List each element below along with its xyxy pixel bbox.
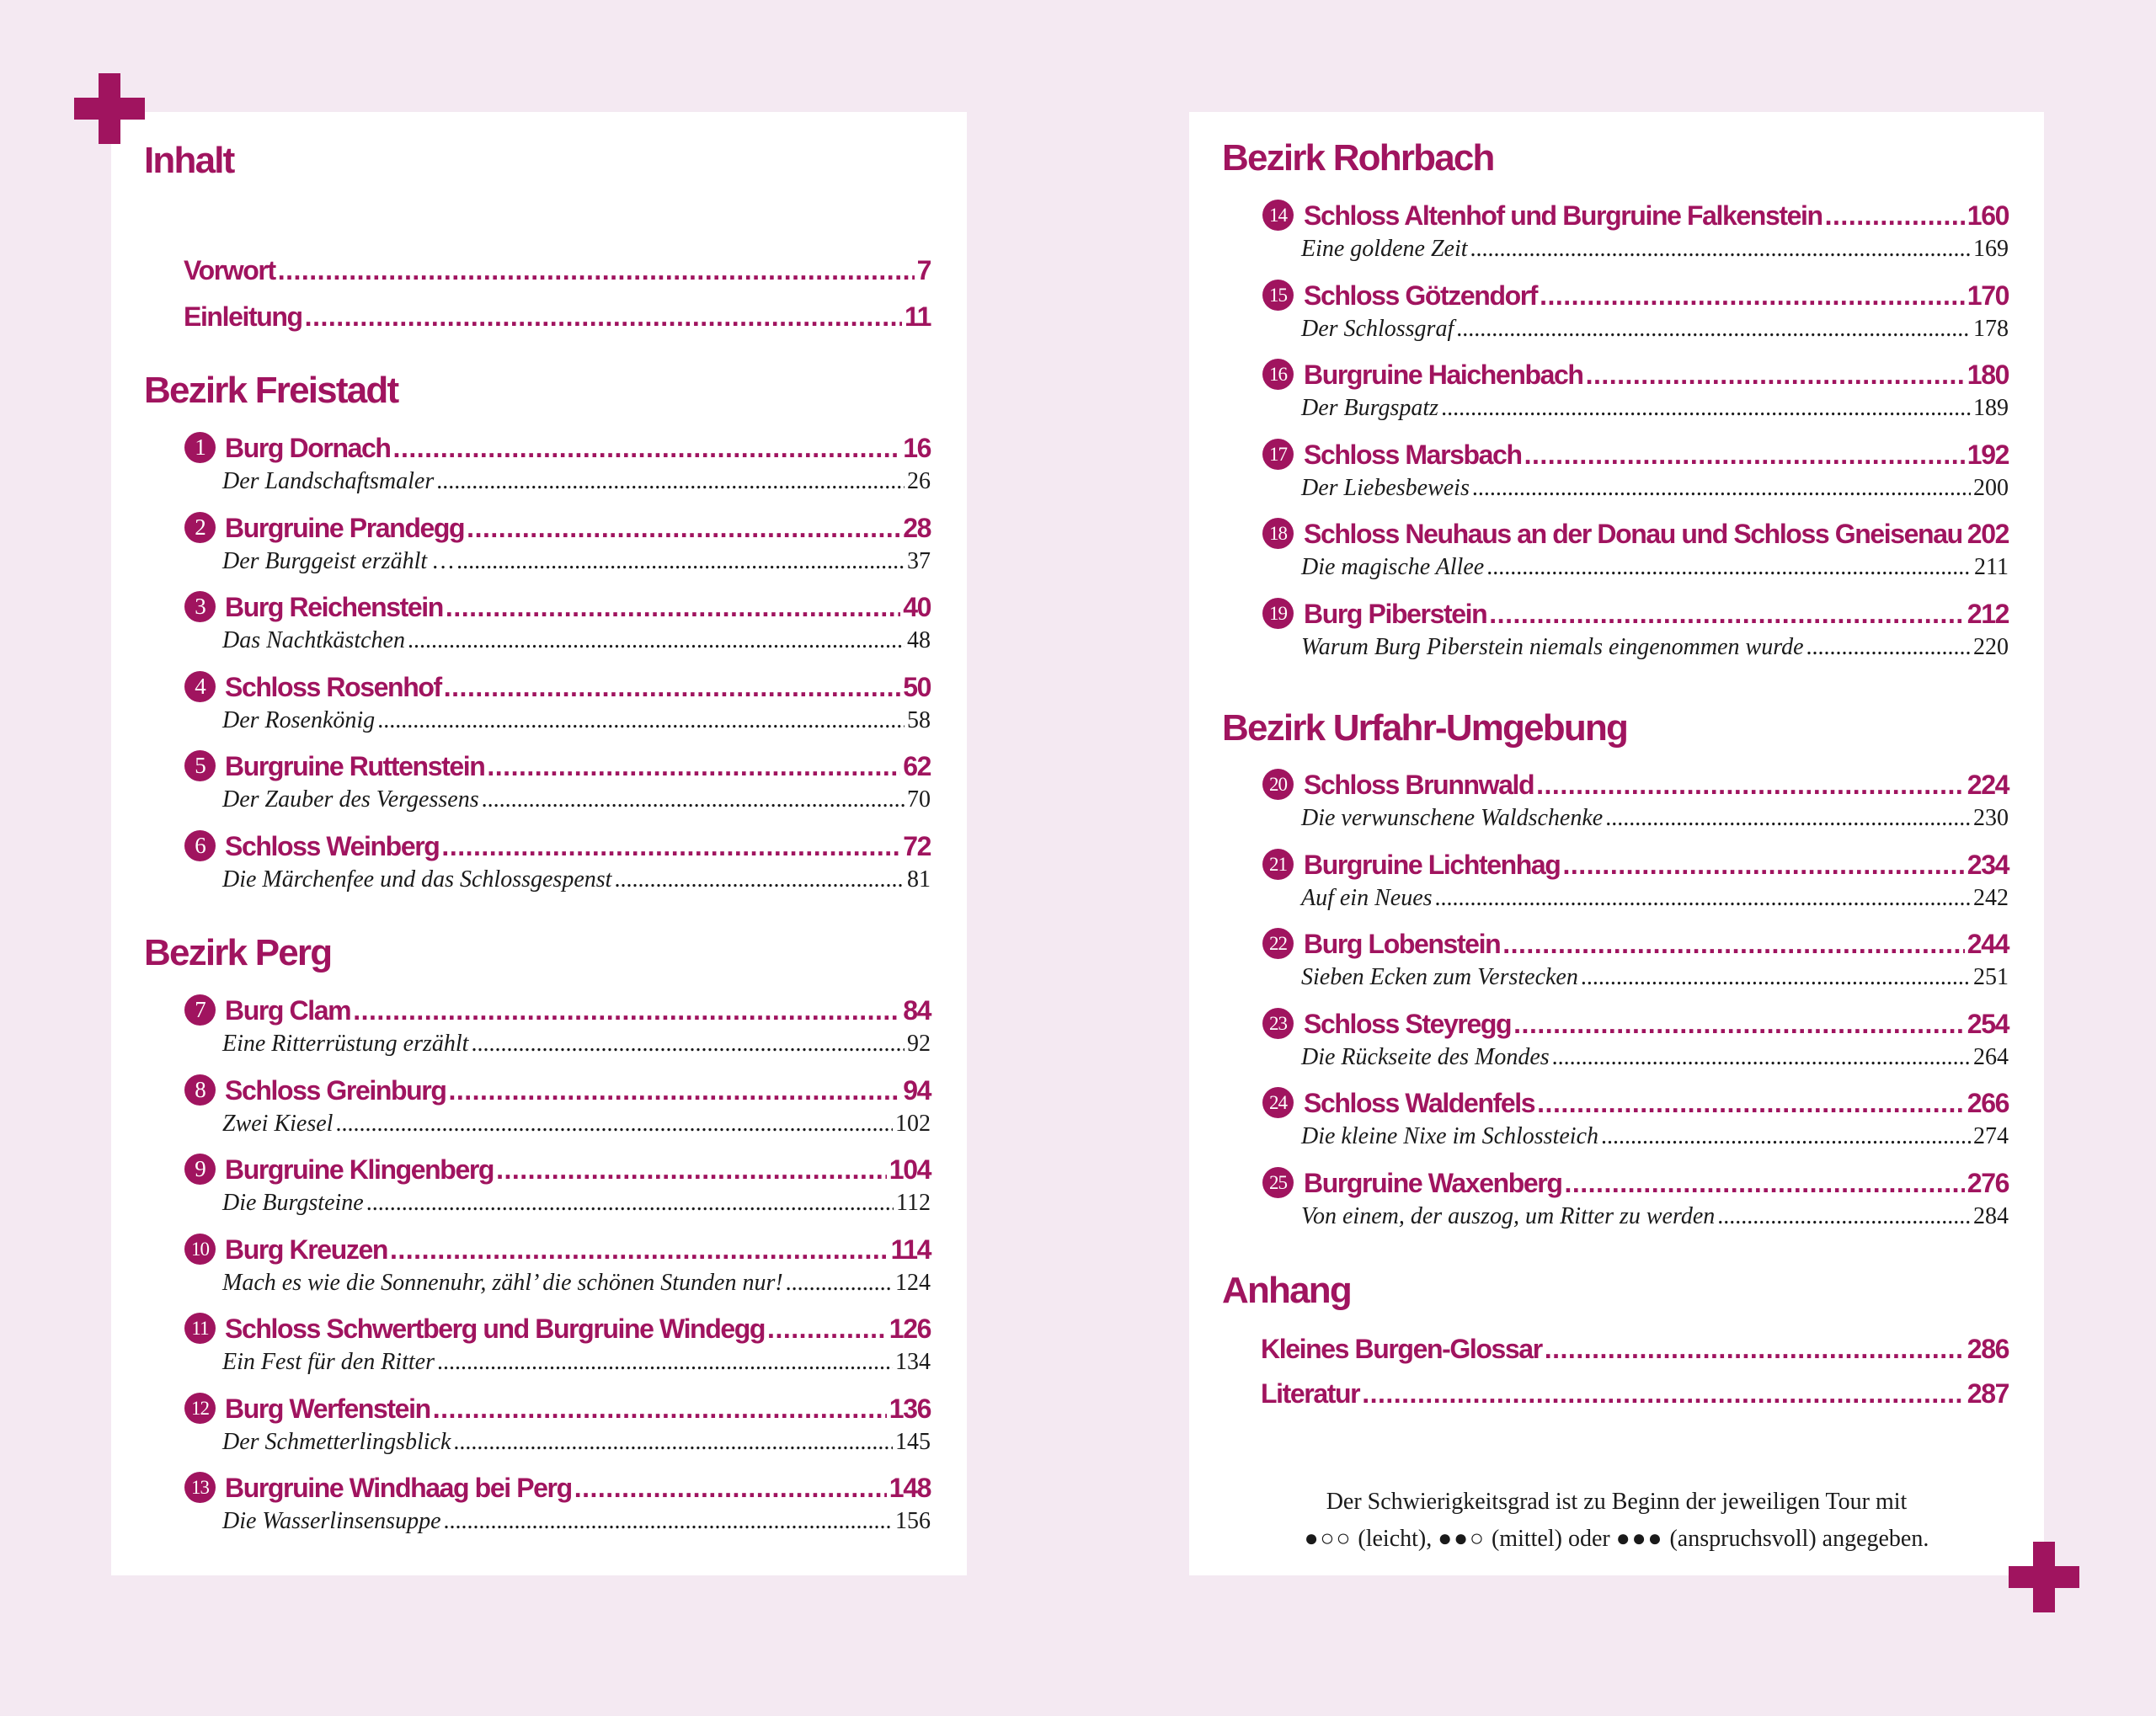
tour-number-badge: 14: [1262, 200, 1294, 231]
story-entry[interactable]: [222, 1268, 931, 1298]
tour-number-badge: 3: [184, 591, 216, 622]
dot-leader: [448, 1074, 900, 1107]
dot-leader: [1537, 1086, 1965, 1120]
toc-entry[interactable]: [1304, 358, 2009, 392]
story-title: Der Landschaftsmaler: [222, 468, 435, 494]
dot-leader: [366, 1188, 894, 1218]
toc-entry[interactable]: [225, 749, 931, 783]
toc-entry[interactable]: [225, 1392, 931, 1426]
story-title: Der Zauber des Vergessens: [222, 786, 479, 813]
entry-title: Schloss Götzendorf: [1304, 280, 1538, 311]
story-title: Der Schmetterlingsblick: [222, 1429, 451, 1455]
story-entry[interactable]: [222, 785, 931, 815]
story-entry[interactable]: [222, 706, 931, 736]
section-title-freistadt: Bezirk Freistadt: [144, 370, 398, 411]
difficulty-easy-icon: ●○○: [1304, 1526, 1353, 1552]
entry-page: 84: [903, 995, 931, 1026]
toc-entry[interactable]: [1304, 927, 2009, 961]
dot-leader: [786, 1268, 893, 1298]
dot-leader: [574, 1471, 887, 1505]
dot-leader: [278, 253, 915, 287]
tour-number-badge: 15: [1262, 280, 1294, 311]
entry-page: 11: [904, 301, 931, 332]
entry-title: Burg Reichenstein: [225, 592, 443, 622]
tour-number-badge: 21: [1262, 849, 1294, 880]
entry-title: Schloss Greinburg: [225, 1075, 446, 1106]
story-page: 211: [1974, 554, 2009, 580]
dot-leader: [390, 1233, 889, 1266]
difficulty-hard-icon: ●●●: [1615, 1526, 1664, 1552]
story-page: 189: [1973, 395, 2009, 421]
story-page: 26: [907, 468, 931, 494]
entry-title: Schloss Schwertberg und Burgruine Windegg: [225, 1314, 766, 1344]
dot-leader: [1586, 358, 1965, 392]
story-title: Die kleine Nixe im Schlossteich: [1301, 1123, 1598, 1149]
dot-leader: [437, 1347, 893, 1378]
story-entry[interactable]: [1301, 314, 2009, 344]
story-entry[interactable]: [222, 1427, 931, 1458]
entry-page: 180: [1967, 360, 2009, 390]
story-page: 220: [1973, 634, 2009, 660]
dot-leader: [1435, 883, 1971, 914]
story-page: 230: [1973, 805, 2009, 831]
toc-entry[interactable]: [1304, 597, 2009, 631]
story-page: 37: [907, 548, 931, 574]
toc-entry[interactable]: [1304, 1086, 2009, 1120]
toc-entry[interactable]: [225, 1074, 931, 1107]
dot-leader: [377, 706, 905, 736]
story-page: 112: [896, 1190, 931, 1216]
entry-page: 94: [903, 1075, 931, 1106]
tour-number-badge: 8: [184, 1074, 216, 1106]
entry-title: Burgruine Klingenberg: [225, 1154, 494, 1185]
entry-title: Kleines Burgen-Glossar: [1261, 1334, 1542, 1364]
section-title-rohrbach: Bezirk Rohrbach: [1222, 137, 1494, 179]
toc-entry[interactable]: [1304, 848, 2009, 882]
story-entry[interactable]: [222, 466, 931, 497]
dot-leader: [1605, 803, 1971, 834]
story-page: 48: [907, 627, 931, 653]
toc-entry[interactable]: [225, 431, 931, 465]
story-page: 70: [907, 786, 931, 813]
story-entry[interactable]: [222, 1188, 931, 1218]
tour-number-badge: 6: [184, 830, 216, 861]
entry-title: Vorwort: [184, 255, 275, 285]
story-entry[interactable]: [222, 1506, 931, 1537]
dot-leader: [1489, 597, 1965, 631]
entry-page: 234: [1967, 850, 2009, 880]
story-page: 251: [1973, 964, 2009, 990]
entry-page: 28: [903, 513, 931, 543]
story-page: 58: [907, 707, 931, 733]
difficulty-medium-icon: ●●○: [1438, 1526, 1486, 1552]
tour-number-badge: 4: [184, 671, 216, 702]
section-title-appendix: Anhang: [1222, 1270, 1351, 1311]
tour-number-badge: 25: [1262, 1167, 1294, 1198]
entry-title: Burgruine Windhaag bei Perg: [225, 1473, 572, 1503]
dot-leader: [1581, 962, 1971, 993]
toc-entry-glossary[interactable]: [1261, 1332, 2009, 1366]
toc-title: Inhalt: [144, 140, 234, 181]
toc-entry[interactable]: [1304, 517, 2009, 551]
dot-leader: [444, 1506, 893, 1537]
tour-number-badge: 16: [1262, 359, 1294, 390]
toc-entry-preface[interactable]: [184, 253, 931, 287]
dot-leader: [1806, 632, 1972, 663]
story-entry[interactable]: [1301, 1042, 2009, 1073]
dot-leader: [467, 511, 900, 545]
entry-title: Schloss Brunnwald: [1304, 770, 1534, 800]
entry-page: 254: [1967, 1009, 2009, 1039]
story-entry[interactable]: [222, 865, 931, 895]
dot-leader: [1564, 1166, 1964, 1200]
entry-title: Schloss Steyregg: [1304, 1009, 1512, 1039]
story-title: Die Wasserlinsensuppe: [222, 1508, 441, 1534]
entry-page: 114: [890, 1234, 931, 1265]
dot-leader: [408, 626, 905, 656]
story-entry[interactable]: [1301, 234, 2009, 264]
dot-leader: [614, 865, 905, 895]
story-title: Der Schlossgraf: [1301, 316, 1454, 342]
story-title: Von einem, der auszog, um Ritter zu werden: [1301, 1203, 1716, 1229]
story-title: Sieben Ecken zum Verstecken: [1301, 964, 1578, 990]
story-page: 145: [895, 1429, 931, 1455]
story-page: 92: [907, 1031, 931, 1057]
entry-title: Burg Kreuzen: [225, 1234, 387, 1265]
dot-leader: [305, 300, 902, 333]
story-entry[interactable]: [1301, 1202, 2009, 1232]
entry-page: 224: [1967, 770, 2009, 800]
entry-page: 50: [903, 672, 931, 702]
story-title: Mach es wie die Sonnenuhr, zähl’ die schönen Stunden nur!: [222, 1270, 783, 1296]
toc-entry[interactable]: [1304, 199, 2009, 232]
tour-number-badge: 2: [184, 512, 216, 543]
story-entry[interactable]: [1301, 473, 2009, 504]
tour-number-badge: 20: [1262, 769, 1294, 800]
toc-entry[interactable]: [225, 829, 931, 863]
dot-leader: [436, 466, 905, 497]
story-page: 124: [895, 1270, 931, 1296]
story-title: Der Burggeist erzählt …: [222, 548, 455, 574]
story-title: Der Burgspatz: [1301, 395, 1439, 421]
dot-leader: [1513, 1007, 1965, 1041]
story-entry[interactable]: [1301, 1122, 2009, 1152]
story-page: 274: [1973, 1123, 2009, 1149]
story-page: 134: [895, 1349, 931, 1375]
entry-title: Burg Dornach: [225, 433, 391, 463]
dot-leader: [1486, 552, 1972, 583]
tour-number-badge: 9: [184, 1154, 216, 1185]
story-entry[interactable]: [1301, 632, 2009, 663]
plus-decoration-icon: [74, 73, 145, 144]
tour-number-badge: 18: [1262, 518, 1294, 549]
entry-page: 266: [1967, 1088, 2009, 1118]
tour-number-badge: 19: [1262, 598, 1294, 629]
story-page: 200: [1973, 475, 2009, 501]
entry-title: Burg Clam: [225, 995, 351, 1026]
dot-leader: [767, 1312, 887, 1346]
entry-title: Burgruine Haichenbach: [1304, 360, 1583, 390]
dot-leader: [456, 546, 905, 577]
toc-entry[interactable]: [225, 1471, 931, 1505]
entry-page: 160: [1967, 200, 2009, 231]
story-title: Der Liebesbeweis: [1301, 475, 1470, 501]
tour-number-badge: 5: [184, 750, 216, 781]
dot-leader: [1552, 1042, 1971, 1073]
dot-leader: [496, 1153, 887, 1186]
entry-page: 62: [903, 751, 931, 781]
section-title-urfahr-umgebung: Bezirk Urfahr-Umgebung: [1222, 707, 1628, 749]
story-title: Das Nachtkästchen: [222, 627, 405, 653]
entry-title: Literatur: [1261, 1378, 1360, 1409]
toc-entry[interactable]: [1304, 438, 2009, 472]
dot-leader: [446, 590, 900, 624]
story-title: Eine Ritterrüstung erzählt: [222, 1031, 469, 1057]
entry-title: Burgruine Waxenberg: [1304, 1168, 1562, 1198]
dot-leader: [1502, 927, 1965, 961]
toc-entry[interactable]: [225, 1153, 931, 1186]
entry-page: 212: [1967, 599, 2009, 629]
dot-leader: [1456, 314, 1971, 344]
story-title: Zwei Kiesel: [222, 1111, 334, 1137]
dot-leader: [441, 829, 900, 863]
entry-title: Schloss Marsbach: [1304, 440, 1522, 470]
dot-leader: [1441, 393, 1971, 424]
entry-title: Burg Lobenstein: [1304, 929, 1501, 959]
difficulty-medium-label: (mittel) oder: [1491, 1526, 1610, 1552]
dot-leader: [1470, 234, 1971, 264]
story-title: Ein Fest für den Ritter: [222, 1349, 435, 1375]
story-page: 102: [895, 1111, 931, 1137]
story-entry[interactable]: [1301, 803, 2009, 834]
dot-leader: [1717, 1202, 1971, 1232]
story-entry[interactable]: [222, 546, 931, 577]
dot-leader: [1825, 199, 1965, 232]
entry-page: 287: [1967, 1378, 2009, 1409]
entry-page: 7: [916, 255, 931, 285]
story-entry[interactable]: [222, 1029, 931, 1059]
dot-leader: [1545, 1332, 1965, 1366]
tour-number-badge: 11: [184, 1313, 216, 1344]
entry-title: Schloss Neuhaus an der Donau und Schloss Gneisenau: [1304, 519, 1962, 549]
dot-leader: [453, 1427, 893, 1458]
tour-number-badge: 13: [184, 1472, 216, 1503]
entry-page: 244: [1967, 929, 2009, 959]
story-entry[interactable]: [1301, 393, 2009, 424]
toc-entry-literature[interactable]: [1261, 1377, 2009, 1410]
story-page: 264: [1973, 1044, 2009, 1070]
entry-page: 148: [889, 1473, 931, 1503]
story-page: 242: [1973, 885, 2009, 911]
dot-leader: [1524, 438, 1965, 472]
entry-page: 170: [1967, 280, 2009, 311]
entry-page: 276: [1967, 1168, 2009, 1198]
dot-leader: [1472, 473, 1971, 504]
entry-title: Schloss Altenhof und Burgruine Falkenstein: [1304, 200, 1822, 231]
tour-number-badge: 24: [1262, 1087, 1294, 1118]
toc-entry[interactable]: [225, 511, 931, 545]
entry-page: 16: [903, 433, 931, 463]
dot-leader: [1536, 768, 1965, 802]
dot-leader: [335, 1109, 893, 1139]
story-title: Die Rückseite des Mondes: [1301, 1044, 1550, 1070]
story-page: 178: [1973, 316, 2009, 342]
dot-leader: [487, 749, 900, 783]
story-title: Warum Burg Piberstein niemals eingenommen wurde: [1301, 634, 1804, 660]
story-title: Eine goldene Zeit: [1301, 236, 1468, 262]
entry-title: Schloss Weinberg: [225, 831, 440, 861]
dot-leader: [393, 431, 901, 465]
story-page: 284: [1973, 1203, 2009, 1229]
story-entry[interactable]: [1301, 962, 2009, 993]
tour-number-badge: 22: [1262, 928, 1294, 959]
entry-page: 136: [889, 1394, 931, 1424]
section-title-perg: Bezirk Perg: [144, 932, 332, 973]
story-entry[interactable]: [222, 626, 931, 656]
difficulty-easy-label: (leicht),: [1358, 1526, 1433, 1552]
story-page: 156: [895, 1508, 931, 1534]
story-entry[interactable]: [1301, 552, 2009, 583]
tour-number-badge: 1: [184, 432, 216, 463]
entry-title: Schloss Rosenhof: [225, 672, 441, 702]
dot-leader: [471, 1029, 905, 1059]
entry-title: Burgruine Lichtenhag: [1304, 850, 1561, 880]
story-title: Der Rosenkönig: [222, 707, 376, 733]
entry-page: 104: [889, 1154, 931, 1185]
entry-title: Burgruine Prandegg: [225, 513, 465, 543]
entry-page: 192: [1967, 440, 2009, 470]
entry-title: Burg Piberstein: [1304, 599, 1487, 629]
story-entry[interactable]: [1301, 883, 2009, 914]
entry-page: 286: [1967, 1334, 2009, 1364]
toc-entry[interactable]: [225, 1233, 931, 1266]
story-page: 81: [907, 866, 931, 893]
entry-page: 40: [903, 592, 931, 622]
toc-entry[interactable]: [225, 590, 931, 624]
entry-title: Burg Werfenstein: [225, 1394, 430, 1424]
toc-entry[interactable]: [1304, 1007, 2009, 1041]
dot-leader: [482, 785, 905, 815]
dot-leader: [1540, 279, 1965, 312]
dot-leader: [444, 670, 900, 704]
difficulty-hard-label: (anspruchsvoll) angegeben.: [1669, 1526, 1929, 1552]
toc-entry[interactable]: [225, 994, 931, 1027]
dot-leader: [1562, 848, 1964, 882]
entry-page: 72: [903, 831, 931, 861]
story-page: 169: [1973, 236, 2009, 262]
entry-page: 126: [889, 1314, 931, 1344]
entry-title: Burgruine Ruttenstein: [225, 751, 485, 781]
story-title: Die magische Allee: [1301, 554, 1485, 580]
toc-entry[interactable]: [1304, 768, 2009, 802]
tour-number-badge: 10: [184, 1234, 216, 1265]
toc-entry-introduction[interactable]: [184, 300, 931, 333]
toc-entry[interactable]: [1304, 279, 2009, 312]
tour-number-badge: 17: [1262, 439, 1294, 470]
toc-entry[interactable]: [225, 1312, 931, 1346]
story-title: Auf ein Neues: [1301, 885, 1433, 911]
tour-number-badge: 12: [184, 1393, 216, 1424]
story-title: Die Märchenfee und das Schlossgespenst: [222, 866, 612, 893]
dot-leader: [353, 994, 900, 1027]
difficulty-note-line2: [1189, 1524, 2044, 1554]
dot-leader: [1601, 1122, 1971, 1152]
toc-entry[interactable]: [1304, 1166, 2009, 1200]
tour-number-badge: 7: [184, 994, 216, 1026]
story-title: Die verwunschene Waldschenke: [1301, 805, 1604, 831]
tour-number-badge: 23: [1262, 1008, 1294, 1039]
toc-entry[interactable]: [225, 670, 931, 704]
dot-leader: [433, 1392, 887, 1426]
story-entry[interactable]: [222, 1347, 931, 1378]
story-entry[interactable]: [222, 1109, 931, 1139]
dot-leader: [1362, 1377, 1965, 1410]
story-title: Die Burgsteine: [222, 1190, 364, 1216]
entry-page: 202: [1967, 519, 2009, 549]
entry-title: Schloss Waldenfels: [1304, 1088, 1535, 1118]
entry-title: Einleitung: [184, 301, 302, 332]
difficulty-note-line1: Der Schwierigkeitsgrad ist zu Beginn der jeweiligen Tour mit: [1326, 1489, 1908, 1515]
